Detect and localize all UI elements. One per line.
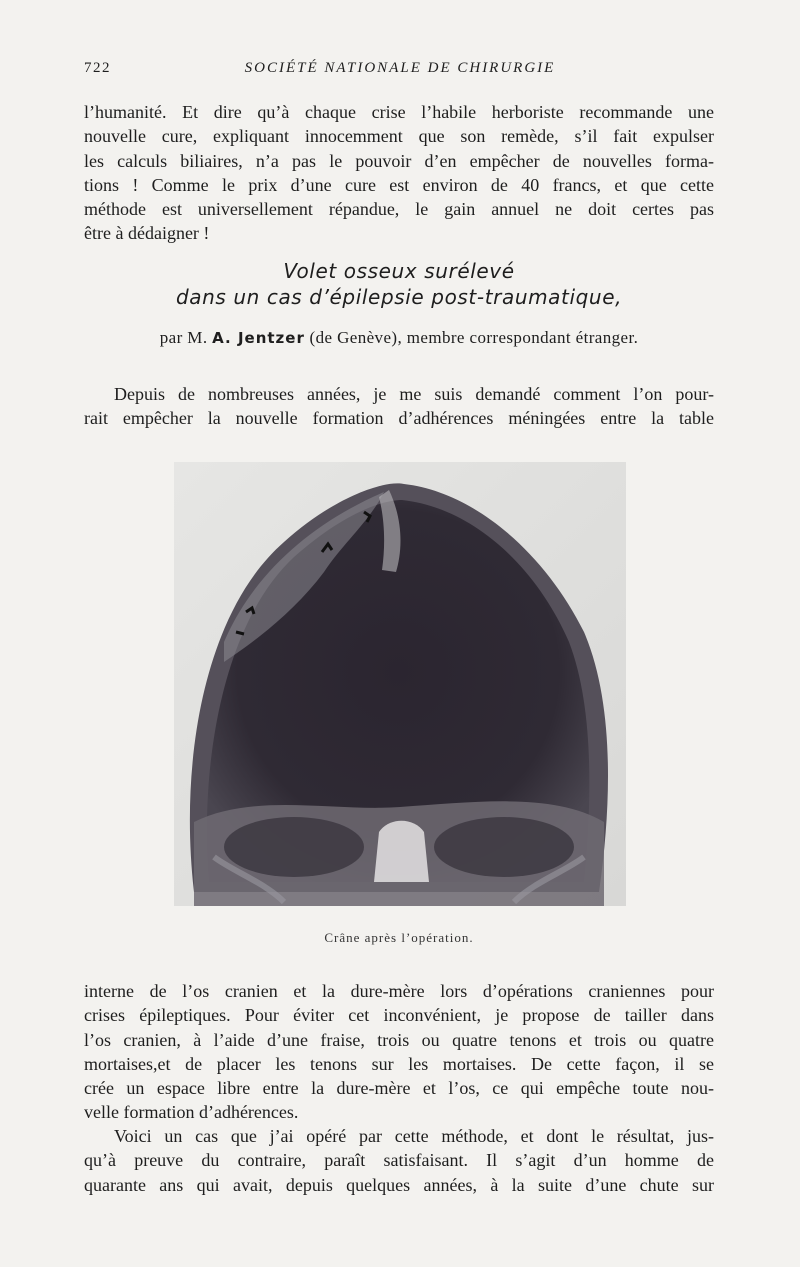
author-name: A. Jentzer <box>212 329 305 347</box>
body-paragraph-1 <box>84 382 714 431</box>
body-paragraph-2 <box>84 979 714 1125</box>
byline-prefix: par M. <box>159 328 208 347</box>
article-title <box>84 258 714 310</box>
text-line: les calculs biliaires, n’a pas le pouvoir d’en empêcher de nouvelles forma- <box>84 150 714 171</box>
text-line: crée un espace libre entre la dure-mère et l’os, ce qui empêche toute nou- <box>84 1078 714 1099</box>
xray-figure <box>174 462 626 906</box>
intro-paragraph <box>84 100 714 246</box>
text-line: quarante ans qui avait, depuis quelques années, à la suite d’une chute sur <box>84 1174 714 1195</box>
article-title-line: Volet osseux surélevé <box>283 259 515 283</box>
skull-xray-image <box>174 462 626 906</box>
text-line: velle formation d’adhérences. <box>84 1102 299 1123</box>
text-line: l’humanité. Et dire qu’à chaque crise l’habile herboriste recommande une <box>84 102 714 122</box>
figure-caption: Crâne après l’opération. <box>324 930 474 945</box>
text-line: Voici un cas que j’ai opéré par cette méthode, et dont le résultat, jus- <box>114 1126 714 1146</box>
page-number: 722 <box>84 60 111 76</box>
body-paragraph-3 <box>84 1124 714 1197</box>
byline <box>84 328 714 348</box>
text-line: tions ! Comme le prix d’une cure est environ de 40 francs, et que cette <box>84 174 714 195</box>
running-head <box>84 60 716 84</box>
text-line: Depuis de nombreuses années, je me suis demandé comment l’on pour- <box>114 384 714 404</box>
text-line: l’os cranien, à l’aide d’une fraise, trois ou quatre tenons et trois ou quatre <box>84 1029 714 1050</box>
text-line: être à dédaigner ! <box>84 223 210 244</box>
text-line: nouvelle cure, expliquant innocemment que son remède, s’il fait expulser <box>84 126 714 147</box>
text-line: mortaises,et de placer les tenons sur les mortaises. De cette façon, il se <box>84 1053 714 1074</box>
article-title-line: dans un cas d’épilepsie post-traumatique, <box>175 285 623 309</box>
text-line: méthode est universellement répandue, le gain annuel ne doit certes pas <box>84 199 714 220</box>
text-line: qu’à preuve du contraire, paraît satisfaisant. Il s’agit d’un homme de <box>84 1150 714 1171</box>
journal-title: SOCIÉTÉ NATIONALE DE CHIRURGIE <box>244 60 556 76</box>
text-line: crises épileptiques. Pour éviter cet inconvénient, je propose de tailler dans <box>84 1005 714 1026</box>
text-line: interne de l’os cranien et la dure-mère lors d’opérations craniennes pour <box>84 981 714 1001</box>
text-line: rait empêcher la nouvelle formation d’adhérences méningées entre la table <box>84 408 714 429</box>
byline-suffix: (de Genève), membre correspondant étranger. <box>309 328 639 347</box>
